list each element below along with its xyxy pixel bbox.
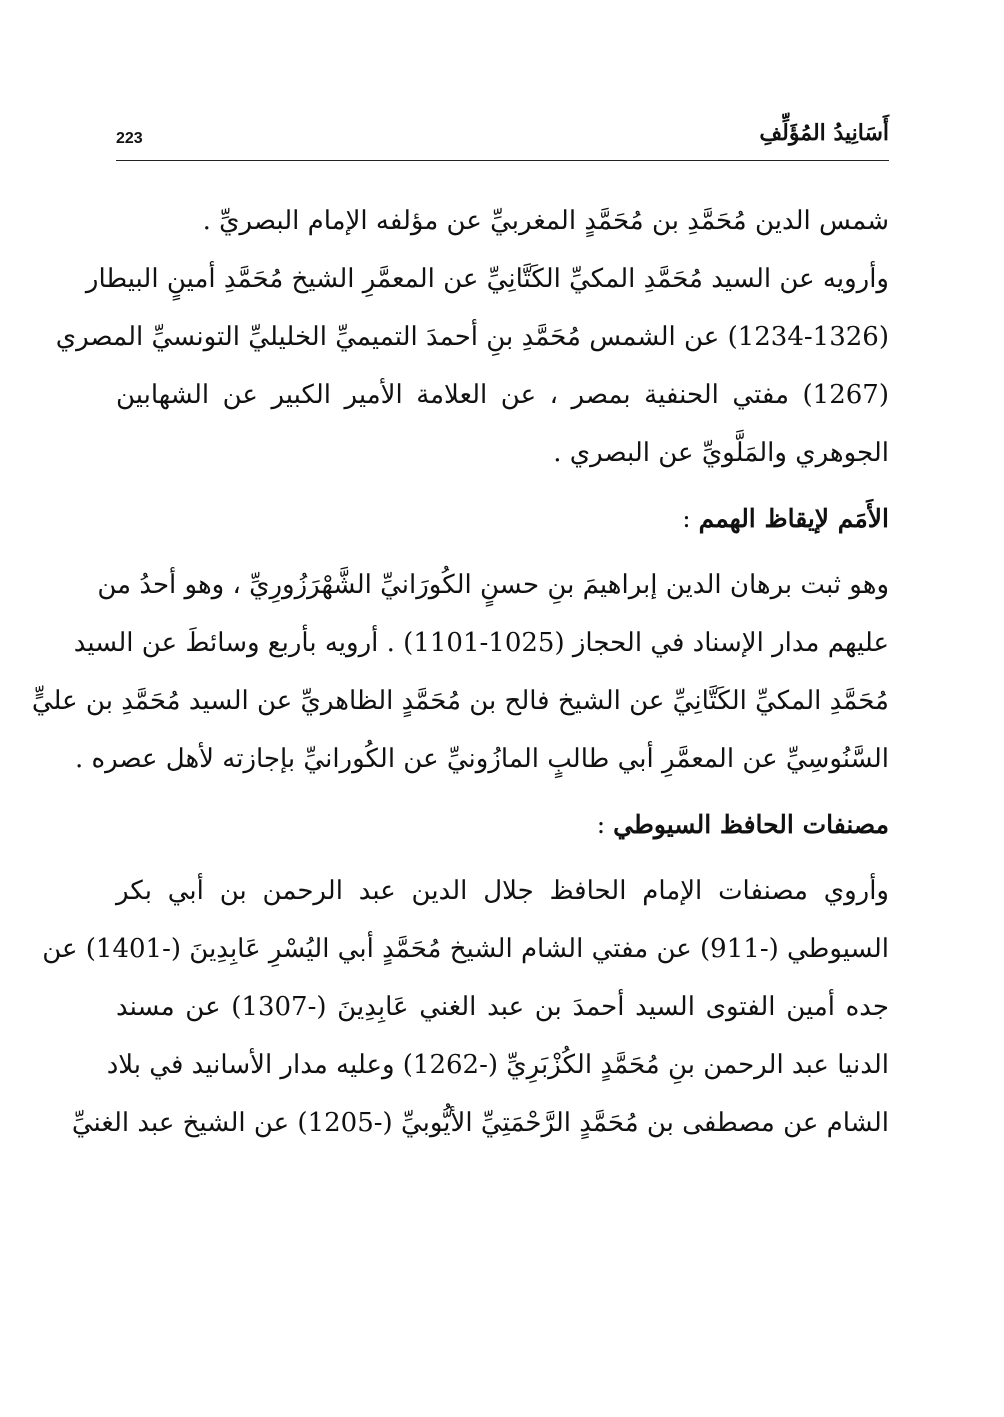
running-title: أَسَانِيدُ المُؤَلِّفِ — [759, 120, 889, 146]
paragraph — [55, 250, 889, 482]
text-line: الشام عن مصطفى بن مُحَمَّدٍ الرَّحْمَتِيِّ الأيُّوبيِّ (-1205) عن الشيخ عبد الغنيِّ — [71, 1108, 889, 1138]
paragraph — [42, 862, 889, 1152]
text-line: السيوطي (-911) عن مفتي الشام الشيخ مُحَمَّدٍ أبي اليُسْرِ عَابِدِينَ (-1401) عن — [42, 934, 889, 964]
text-line: وأروي مصنفات الإمام الحافظ جلال الدين عبد الرحمن بن أبي بكر — [116, 876, 889, 906]
paragraph — [31, 556, 889, 788]
paragraph — [116, 192, 889, 250]
section-heading — [116, 796, 889, 854]
text-line: وأرويه عن السيد مُحَمَّدِ المكيِّ الكَتَّانِيِّ عن المعمَّرِ الشيخ مُحَمَّدِ أمينٍ البيطار — [85, 264, 889, 294]
section-heading-colon: : — [682, 504, 699, 533]
section-heading — [116, 490, 889, 548]
page-body — [31, 192, 889, 1152]
text-line: الدنيا عبد الرحمن بنِ مُحَمَّدٍ الكُزْبَرِيِّ (-1262) وعليه مدار الأسانيد في بلاد — [106, 1050, 889, 1080]
section-heading-title: مصنفات الحافظ السيوطي — [613, 810, 889, 839]
section-heading-colon: : — [596, 810, 614, 839]
text-line: عليهم مدار الإسناد في الحجاز (1025-1101) . أرويه بأربع وسائطَ عن السيد — [73, 628, 889, 658]
text-line: شمس الدين مُحَمَّدِ بن مُحَمَّدٍ المغربيِّ عن مؤلفه الإمام البصريِّ . — [202, 206, 889, 236]
text-line: (1267) مفتي الحنفية بمصر ، عن العلامة الأمير الكبير عن الشهابين — [116, 380, 889, 410]
text-line: (1234-1326) عن الشمس مُحَمَّدِ بنِ أحمدَ التميميِّ الخليليِّ التونسيِّ المصري — [55, 322, 889, 352]
page-number: 223 — [116, 130, 143, 147]
text-line: جده أمين الفتوى السيد أحمدَ بن عبد الغني عَابِدِينَ (-1307) عن مسند — [116, 992, 889, 1022]
header-rule — [116, 160, 889, 161]
page-header — [116, 118, 889, 160]
text-line: وهو ثبت برهان الدين إبراهيمَ بنِ حسنٍ الكُورَانيِّ الشَّهْرَزُورِيِّ ، وهو أحدُ من — [97, 570, 889, 600]
section-heading-title: الأَمَم لإيقاظ الهمم — [698, 504, 889, 533]
text-line: الجوهري والمَلَّويِّ عن البصري . — [553, 438, 889, 468]
text-line: السَّنُوسِيِّ عن المعمَّرِ أبي طالبٍ المازُونيِّ عن الكُورانيِّ بإجازته لأهل عصره . — [74, 744, 889, 774]
text-line: مُحَمَّدِ المكيِّ الكَتَّانِيِّ عن الشيخ فالح بن مُحَمَّدٍ الظاهريِّ عن السيد مُحَمَّدِ بن عليٍّ — [31, 686, 889, 716]
